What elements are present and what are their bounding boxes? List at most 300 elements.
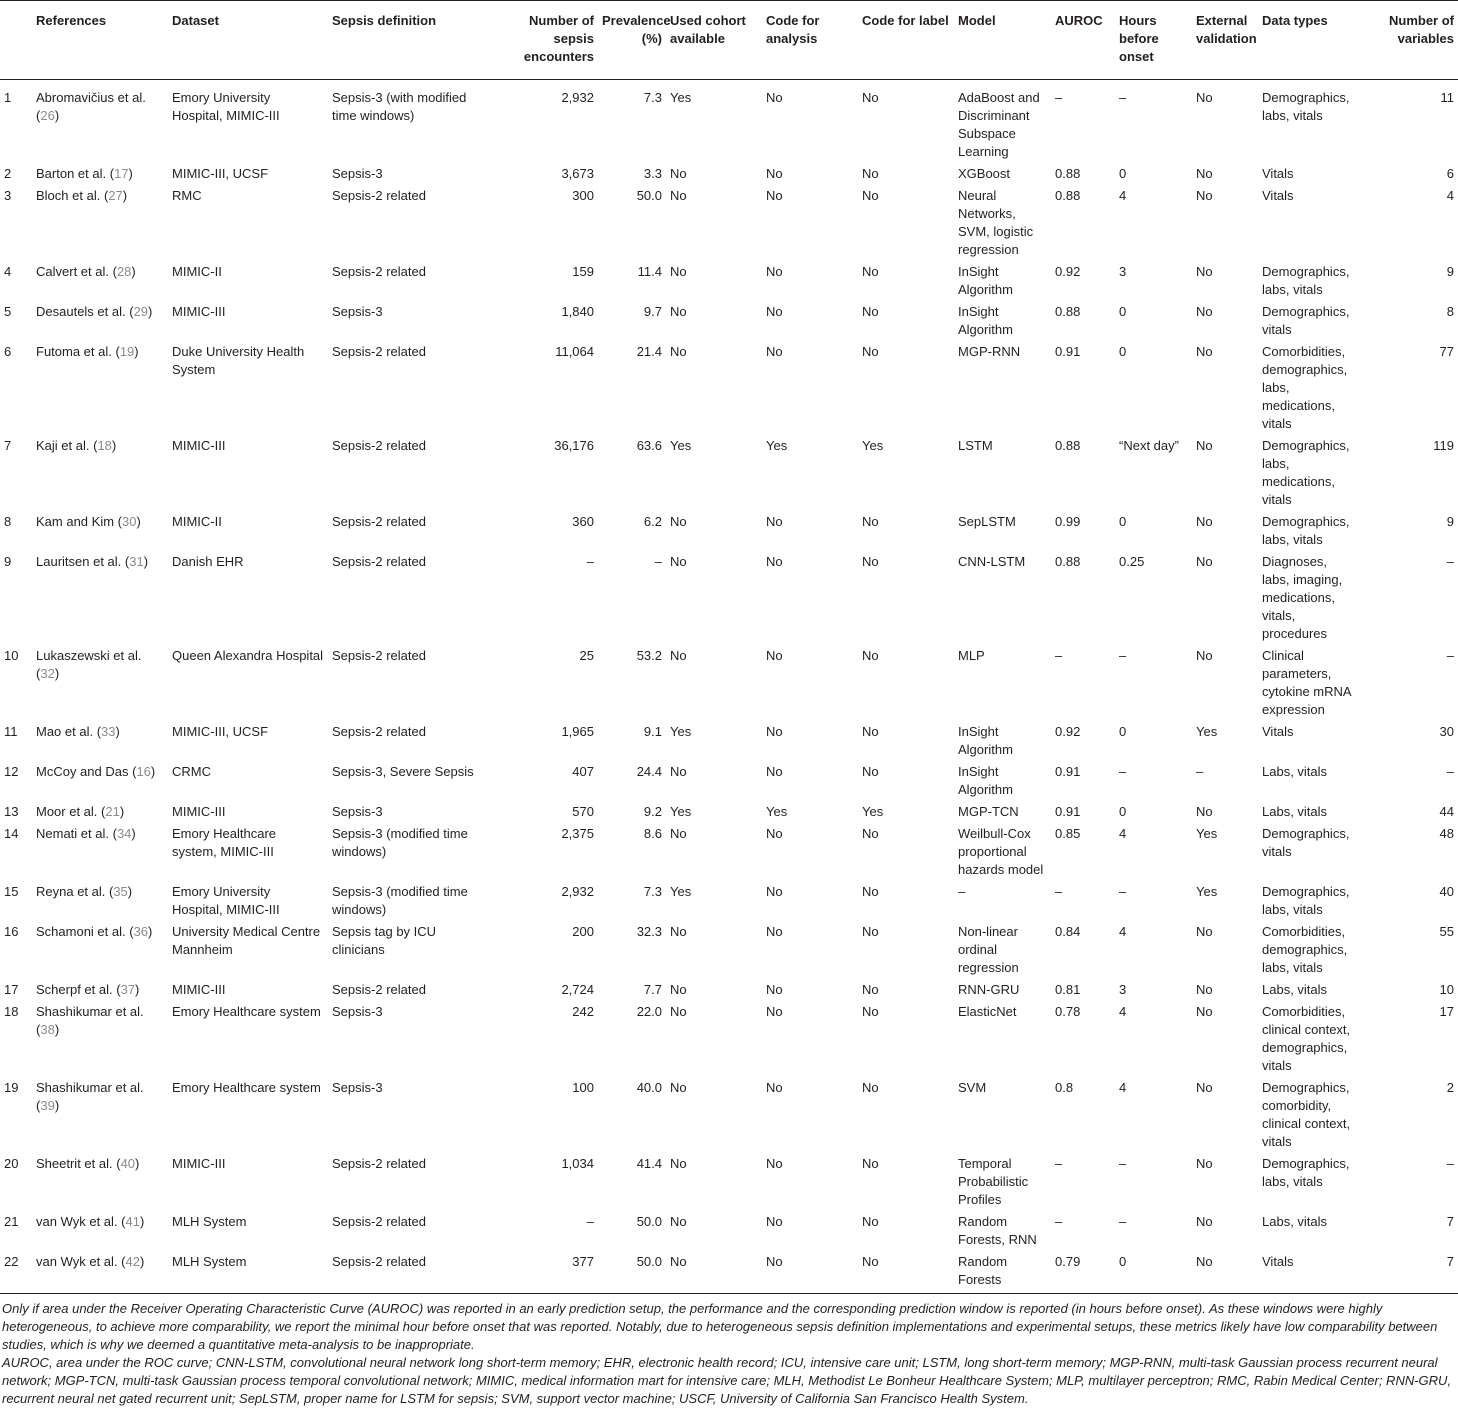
cell-data-types: Demographics, labs, vitals <box>1262 1156 1350 1189</box>
cell-prevalence: 7.3 <box>643 90 662 105</box>
cell-sepsis-encounters: 377 <box>572 1254 594 1269</box>
cell-hours-before-onset: 4 <box>1119 924 1127 939</box>
cell-hours-before-onset: 4 <box>1119 1004 1127 1019</box>
cell-data-types: Vitals <box>1262 188 1294 203</box>
cell-code-analysis: No <box>766 764 783 779</box>
cell-sepsis-encounters: 1,965 <box>561 724 594 739</box>
cell-dataset: RMC <box>172 188 202 203</box>
cell-code-analysis: No <box>766 1214 783 1229</box>
cell-model: SepLSTM <box>958 514 1016 529</box>
reference-authors: Lukaszewski et al. <box>36 648 142 663</box>
cell-number-of-variables: 55 <box>1439 924 1454 939</box>
cell-external-validation: – <box>1196 764 1204 779</box>
table-row <box>0 760 1458 800</box>
cell-hours-before-onset: – <box>1119 1214 1127 1229</box>
cell-prevalence: 6.2 <box>643 514 662 529</box>
cell-cohort-available: No <box>670 554 687 569</box>
cell-model: InSight Algorithm <box>958 304 1013 337</box>
citation-number[interactable]: 16 <box>136 764 151 779</box>
cell-cohort-available: No <box>670 344 687 359</box>
cell-code-label: No <box>862 1214 879 1229</box>
cell-sepsis-definition: Sepsis-2 related <box>332 982 426 997</box>
cell-auroc: 0.91 <box>1055 764 1081 779</box>
cell-sepsis-encounters: 2,932 <box>561 90 594 105</box>
cell-auroc: 0.88 <box>1055 166 1081 181</box>
cell-model: InSight Algorithm <box>958 264 1013 297</box>
cell-code-label: Yes <box>862 804 884 819</box>
table-row <box>0 260 1458 300</box>
cell-reference: Mao et al. (33) <box>36 724 120 739</box>
cell-prevalence: 9.7 <box>643 304 662 319</box>
cell-sepsis-encounters: 407 <box>572 764 594 779</box>
cell-data-types: Demographics, vitals <box>1262 826 1350 859</box>
citation-number[interactable]: 28 <box>116 264 132 279</box>
cell-code-analysis: No <box>766 924 783 939</box>
cell-code-analysis: No <box>766 344 783 359</box>
cell-cohort-available: Yes <box>670 90 692 105</box>
cell-code-analysis: No <box>766 264 783 279</box>
cell-sepsis-encounters: 25 <box>579 648 594 663</box>
table-row <box>0 720 1458 760</box>
cell-code-analysis: No <box>766 90 783 105</box>
cell-index: 4 <box>4 264 12 279</box>
reference-authors: van Wyk et al. <box>36 1214 118 1229</box>
cell-index: 8 <box>4 514 12 529</box>
cell-hours-before-onset: 4 <box>1119 826 1127 841</box>
cell-code-analysis: Yes <box>766 438 788 453</box>
cell-sepsis-encounters: 200 <box>572 924 594 939</box>
cell-code-label: No <box>862 188 879 203</box>
cell-data-types: Labs, vitals <box>1262 1214 1328 1229</box>
table-row <box>0 434 1458 510</box>
cell-index: 6 <box>4 344 12 359</box>
cell-reference: Shashikumar et al. (38) <box>36 1004 144 1037</box>
table-row <box>0 800 1458 822</box>
cell-number-of-variables: – <box>1446 764 1454 779</box>
cell-hours-before-onset: 0.25 <box>1119 554 1145 569</box>
cell-model: InSight Algorithm <box>958 764 1013 797</box>
cell-external-validation: No <box>1196 1004 1213 1019</box>
cell-code-analysis: No <box>766 1254 783 1269</box>
cell-hours-before-onset: “Next day” <box>1119 438 1179 453</box>
cell-external-validation: Yes <box>1196 826 1218 841</box>
citation-number[interactable]: 26 <box>40 108 55 123</box>
cell-dataset: MIMIC-III <box>172 982 226 997</box>
table-row <box>0 978 1458 1000</box>
cell-model: ElasticNet <box>958 1004 1017 1019</box>
cell-cohort-available: Yes <box>670 724 692 739</box>
cell-prevalence: 50.0 <box>636 1254 662 1269</box>
table-row <box>0 184 1458 260</box>
col-header-number-of-variables: Number of variables <box>1389 13 1454 46</box>
cell-data-types: Labs, vitals <box>1262 764 1328 779</box>
cell-hours-before-onset: 0 <box>1119 344 1127 359</box>
cell-reference: Barton et al. (17) <box>36 166 133 181</box>
cell-cohort-available: No <box>670 188 687 203</box>
cell-index: 21 <box>4 1214 19 1229</box>
cell-external-validation: No <box>1196 90 1213 105</box>
cell-model: Temporal Probabilistic Profiles <box>958 1156 1029 1207</box>
reference-authors: Shashikumar et al. <box>36 1004 144 1019</box>
col-header-dataset: Dataset <box>172 13 219 28</box>
cell-auroc: 0.8 <box>1055 1080 1074 1095</box>
cell-cohort-available: No <box>670 826 687 841</box>
cell-dataset: Emory Healthcare system <box>172 1080 321 1095</box>
cell-index: 1 <box>4 90 12 105</box>
col-header-model: Model <box>958 13 996 28</box>
cell-code-analysis: No <box>766 884 783 899</box>
cell-hours-before-onset: 4 <box>1119 1080 1127 1095</box>
reference-authors: Barton et al. <box>36 166 107 181</box>
col-header-external-validation: External validation <box>1196 13 1257 46</box>
cell-cohort-available: No <box>670 1156 687 1171</box>
citation-number[interactable]: 37 <box>120 982 136 997</box>
cell-hours-before-onset: – <box>1119 884 1127 899</box>
cell-auroc: – <box>1055 648 1063 663</box>
cell-sepsis-encounters: 11,064 <box>555 344 594 359</box>
cell-code-label: No <box>862 884 879 899</box>
cell-index: 17 <box>4 982 19 997</box>
cell-sepsis-definition: Sepsis-3 <box>332 304 383 319</box>
cell-external-validation: Yes <box>1196 884 1218 899</box>
cell-code-label: No <box>862 554 879 569</box>
cell-index: 18 <box>4 1004 19 1019</box>
cell-cohort-available: Yes <box>670 804 692 819</box>
cell-sepsis-definition: Sepsis tag by ICU clinicians <box>332 924 437 957</box>
cell-prevalence: 22.0 <box>636 1004 662 1019</box>
citation-number[interactable]: 19 <box>119 344 135 359</box>
cell-reference: Calvert et al. (28) <box>36 264 136 279</box>
cell-data-types: Comorbidities, demographics, labs, medications, vitals <box>1262 344 1348 431</box>
col-header-auroc: AUROC <box>1055 13 1103 28</box>
cell-model: InSight Algorithm <box>958 724 1013 757</box>
cell-sepsis-encounters: – <box>586 554 594 569</box>
cell-index: 10 <box>4 648 19 663</box>
cell-code-label: No <box>862 304 879 319</box>
cell-dataset: Emory University Hospital, MIMIC-III <box>172 90 280 123</box>
cell-prevalence: 53.2 <box>636 648 662 663</box>
cell-model: RNN-GRU <box>958 982 1020 997</box>
cell-code-label: No <box>862 1254 879 1269</box>
cell-external-validation: No <box>1196 1080 1213 1095</box>
cell-dataset: Queen Alexandra Hospital <box>172 648 324 663</box>
cell-auroc: 0.84 <box>1055 924 1081 939</box>
cell-external-validation: No <box>1196 648 1213 663</box>
cell-model: MGP-RNN <box>958 344 1021 359</box>
citation-number[interactable]: 27 <box>108 188 123 203</box>
table-row <box>0 1152 1458 1210</box>
cell-number-of-variables: 10 <box>1439 982 1454 997</box>
citation-number[interactable]: 35 <box>113 884 128 899</box>
cell-dataset: MIMIC-III, UCSF <box>172 724 269 739</box>
cell-cohort-available: No <box>670 166 687 181</box>
cell-number-of-variables: 11 <box>1440 90 1454 105</box>
table-row <box>0 1000 1458 1076</box>
citation-number[interactable]: 40 <box>120 1156 136 1171</box>
cell-sepsis-definition: Sepsis-3, Severe Sepsis <box>332 764 474 779</box>
cell-number-of-variables: 17 <box>1439 1004 1454 1019</box>
cell-auroc: 0.88 <box>1055 554 1081 569</box>
citation-number[interactable]: 30 <box>122 514 137 529</box>
cell-number-of-variables: 7 <box>1446 1214 1454 1229</box>
cell-data-types: Vitals <box>1262 724 1294 739</box>
cell-hours-before-onset: 0 <box>1119 304 1127 319</box>
cell-sepsis-encounters: 360 <box>572 514 594 529</box>
cell-hours-before-onset: 4 <box>1119 188 1127 203</box>
cell-data-types: Diagnoses, labs, imaging, medications, vitals, procedures <box>1262 554 1343 641</box>
cell-code-label: No <box>862 1004 879 1019</box>
cell-prevalence: 41.4 <box>636 1156 662 1171</box>
cell-cohort-available: Yes <box>670 438 692 453</box>
reference-authors: Sheetrit et al. <box>36 1156 113 1171</box>
table-row <box>0 80 1458 163</box>
cell-data-types: Comorbidities, demographics, labs, vitals <box>1262 924 1348 975</box>
cell-code-label: No <box>862 982 879 997</box>
cell-cohort-available: No <box>670 264 687 279</box>
cell-data-types: Labs, vitals <box>1262 982 1328 997</box>
cell-auroc: 0.78 <box>1055 1004 1081 1019</box>
citation-number[interactable]: 31 <box>129 554 144 569</box>
reference-authors: van Wyk et al. <box>36 1254 118 1269</box>
cell-sepsis-definition: Sepsis-2 related <box>332 438 426 453</box>
citation-number[interactable]: 38 <box>40 1022 55 1037</box>
col-header-code-analysis: Code for analysis <box>766 13 820 46</box>
col-header-references: References <box>36 13 107 28</box>
cell-index: 13 <box>4 804 19 819</box>
reference-authors: Mao et al. <box>36 724 94 739</box>
cell-number-of-variables: 4 <box>1446 188 1454 203</box>
cell-external-validation: No <box>1196 264 1213 279</box>
cell-number-of-variables: 40 <box>1439 884 1454 899</box>
cell-code-analysis: No <box>766 514 783 529</box>
cell-sepsis-encounters: 570 <box>572 804 594 819</box>
cell-code-analysis: No <box>766 724 783 739</box>
cell-external-validation: No <box>1196 982 1213 997</box>
table-row <box>0 822 1458 880</box>
cell-dataset: MIMIC-III, UCSF <box>172 166 269 181</box>
cell-sepsis-encounters: 2,932 <box>561 884 594 899</box>
cell-data-types: Demographics, labs, medications, vitals <box>1262 438 1350 507</box>
cell-data-types: Vitals <box>1262 1254 1294 1269</box>
cell-external-validation: No <box>1196 166 1213 181</box>
table-row <box>0 920 1458 978</box>
col-header-index <box>0 1 32 80</box>
cell-auroc: 0.79 <box>1055 1254 1081 1269</box>
cell-code-label: No <box>862 764 879 779</box>
cell-sepsis-encounters: 36,176 <box>554 438 594 453</box>
reference-authors: Nemati et al. <box>36 826 109 841</box>
cell-external-validation: No <box>1196 514 1213 529</box>
cell-code-analysis: No <box>766 188 783 203</box>
cell-data-types: Demographics, vitals <box>1262 304 1350 337</box>
cell-prevalence: 24.4 <box>636 764 662 779</box>
cell-sepsis-definition: Sepsis-3 (modified time windows) <box>332 884 468 917</box>
cell-auroc: 0.88 <box>1055 188 1081 203</box>
cell-sepsis-definition: Sepsis-2 related <box>332 1214 426 1229</box>
cell-sepsis-encounters: 2,724 <box>561 982 594 997</box>
cell-dataset: MIMIC-III <box>172 1156 226 1171</box>
col-header-sepsis-encounters: Number of sepsis encounters <box>523 13 594 64</box>
cell-reference: Nemati et al. (34) <box>36 826 136 841</box>
cell-number-of-variables: 44 <box>1439 804 1454 819</box>
cell-dataset: Danish EHR <box>172 554 244 569</box>
cell-code-analysis: No <box>766 648 783 663</box>
cell-dataset: Emory Healthcare system, MIMIC-III <box>172 826 277 859</box>
cell-cohort-available: No <box>670 764 687 779</box>
cell-auroc: – <box>1055 1214 1063 1229</box>
cell-dataset: Emory Healthcare system <box>172 1004 321 1019</box>
reference-authors: Kam and Kim <box>36 514 115 529</box>
cell-sepsis-encounters: – <box>586 1214 594 1229</box>
cell-index: 16 <box>4 924 19 939</box>
cell-reference: Lukaszewski et al. (32) <box>36 648 142 681</box>
cell-external-validation: No <box>1196 304 1213 319</box>
cell-hours-before-onset: 0 <box>1119 804 1127 819</box>
cell-hours-before-onset: – <box>1119 764 1127 779</box>
cell-model: Non-linear ordinal regression <box>958 924 1019 975</box>
cell-reference: Shashikumar et al. (39) <box>36 1080 144 1113</box>
cell-dataset: CRMC <box>172 764 211 779</box>
cell-sepsis-definition: Sepsis-3 <box>332 1004 383 1019</box>
cell-code-analysis: No <box>766 982 783 997</box>
table-row <box>0 644 1458 720</box>
cell-number-of-variables: 6 <box>1446 166 1454 181</box>
cell-reference: Kaji et al. (18) <box>36 438 117 453</box>
reference-authors: Reyna et al. <box>36 884 106 899</box>
cell-index: 5 <box>4 304 12 319</box>
cell-cohort-available: No <box>670 648 687 663</box>
reference-authors: Lauritsen et al. <box>36 554 122 569</box>
cell-data-types: Demographics, labs, vitals <box>1262 884 1350 917</box>
cell-number-of-variables: 48 <box>1439 826 1454 841</box>
table-row <box>0 300 1458 340</box>
cell-auroc: 0.81 <box>1055 982 1081 997</box>
cell-external-validation: No <box>1196 1156 1213 1171</box>
cell-external-validation: No <box>1196 554 1213 569</box>
cell-number-of-variables: 9 <box>1446 264 1454 279</box>
cell-number-of-variables: 30 <box>1439 724 1454 739</box>
cell-reference: Bloch et al. (27) <box>36 188 128 203</box>
citation-number[interactable]: 41 <box>125 1214 140 1229</box>
cell-external-validation: No <box>1196 344 1213 359</box>
cell-prevalence: 9.1 <box>643 724 662 739</box>
reference-authors: Schamoni et al. <box>36 924 126 939</box>
cell-sepsis-definition: Sepsis-2 related <box>332 344 426 359</box>
reference-authors: Kaji et al. <box>36 438 90 453</box>
reference-authors: Calvert et al. <box>36 264 109 279</box>
cell-hours-before-onset: 0 <box>1119 1254 1127 1269</box>
cell-code-label: No <box>862 514 879 529</box>
cell-prevalence: 32.3 <box>636 924 662 939</box>
cell-prevalence: 11.4 <box>637 264 662 279</box>
citation-number[interactable]: 17 <box>114 166 129 181</box>
cell-code-label: No <box>862 826 879 841</box>
cell-data-types: Demographics, labs, vitals <box>1262 264 1350 297</box>
cell-code-label: No <box>862 344 879 359</box>
citation-number[interactable]: 29 <box>133 304 149 319</box>
cell-data-types: Demographics, labs, vitals <box>1262 514 1350 547</box>
cell-auroc: 0.91 <box>1055 344 1081 359</box>
cell-index: 19 <box>4 1080 19 1095</box>
citation-number[interactable]: 33 <box>101 724 116 739</box>
col-header-cohort-available: Used cohort available <box>670 13 746 46</box>
footnote-note: Only if area under the Receiver Operating Characteristic Curve (AUROC) was reported in an early prediction setup, the performance and the corresponding prediction window is reported (in hours before onset). As these windows were highly heterogeneous, to achieve more comparability, we report the minimal hour before onset that was reported. Notably, due to heterogeneous sepsis definition implementations and experimental setups, these metrics likely have low comparability between studies, which is why we deemed a quantitative meta-analysis to be inappropriate. <box>2 1301 1438 1352</box>
cell-prevalence: 63.6 <box>636 438 662 453</box>
cell-auroc: – <box>1055 884 1063 899</box>
col-header-data-types: Data types <box>1262 13 1328 28</box>
cell-code-analysis: No <box>766 554 783 569</box>
cell-cohort-available: No <box>670 304 687 319</box>
cell-dataset: Duke University Health System <box>172 344 305 377</box>
citation-number[interactable]: 32 <box>40 666 55 681</box>
cell-sepsis-definition: Sepsis-2 related <box>332 188 426 203</box>
cell-data-types: Comorbidities, clinical context, demographics, vitals <box>1262 1004 1351 1073</box>
cell-code-analysis: No <box>766 304 783 319</box>
reference-authors: Futoma et al. <box>36 344 112 359</box>
table-row <box>0 510 1458 550</box>
table-row <box>0 340 1458 434</box>
cell-data-types: Demographics, labs, vitals <box>1262 90 1350 123</box>
table-body <box>0 80 1458 1294</box>
citation-number[interactable]: 36 <box>133 924 149 939</box>
citation-number[interactable]: 18 <box>97 438 112 453</box>
cell-code-analysis: No <box>766 826 783 841</box>
cell-prevalence: 7.7 <box>643 982 662 997</box>
table-row <box>0 162 1458 184</box>
cell-sepsis-definition: Sepsis-2 related <box>332 1254 426 1269</box>
cell-sepsis-definition: Sepsis-2 related <box>332 648 426 663</box>
cell-model: MLP <box>958 648 985 663</box>
cell-number-of-variables: 119 <box>1433 438 1454 453</box>
table-row <box>0 880 1458 920</box>
cell-hours-before-onset: – <box>1119 648 1127 663</box>
cell-sepsis-encounters: 242 <box>572 1004 594 1019</box>
cell-auroc: 0.88 <box>1055 438 1081 453</box>
citation-number[interactable]: 39 <box>40 1098 55 1113</box>
citation-number[interactable]: 34 <box>116 826 132 841</box>
cell-code-label: No <box>862 1080 879 1095</box>
cell-prevalence: 7.3 <box>643 884 662 899</box>
col-header-sepsis-definition: Sepsis definition <box>332 13 437 28</box>
cell-sepsis-definition: Sepsis-2 related <box>332 264 426 279</box>
cell-number-of-variables: 77 <box>1439 344 1454 359</box>
cell-index: 20 <box>4 1156 19 1171</box>
cell-reference: Scherpf et al. (37) <box>36 982 140 997</box>
cell-code-label: No <box>862 90 879 105</box>
citation-number[interactable]: 21 <box>105 804 120 819</box>
cell-code-label: No <box>862 166 879 181</box>
cell-data-types: Vitals <box>1262 166 1294 181</box>
cell-dataset: Emory University Hospital, MIMIC-III <box>172 884 280 917</box>
citation-number[interactable]: 42 <box>125 1254 140 1269</box>
cell-reference: Desautels et al. (29) <box>36 304 153 319</box>
cell-number-of-variables: – <box>1446 554 1454 569</box>
cell-code-label: No <box>862 1156 879 1171</box>
cell-dataset: University Medical Centre Mannheim <box>172 924 321 957</box>
cell-reference: Schamoni et al. (36) <box>36 924 153 939</box>
cell-auroc: 0.88 <box>1055 304 1081 319</box>
cell-auroc: 0.92 <box>1055 264 1081 279</box>
cell-data-types: Labs, vitals <box>1262 804 1328 819</box>
cell-number-of-variables: – <box>1446 648 1454 663</box>
cell-code-analysis: No <box>766 1080 783 1095</box>
cell-prevalence: 9.2 <box>643 804 662 819</box>
cell-auroc: 0.85 <box>1055 826 1081 841</box>
cell-reference: van Wyk et al. (42) <box>36 1254 145 1269</box>
cell-number-of-variables: 7 <box>1446 1254 1454 1269</box>
cell-reference: Kam and Kim (30) <box>36 514 141 529</box>
cell-sepsis-encounters: 1,034 <box>561 1156 594 1171</box>
